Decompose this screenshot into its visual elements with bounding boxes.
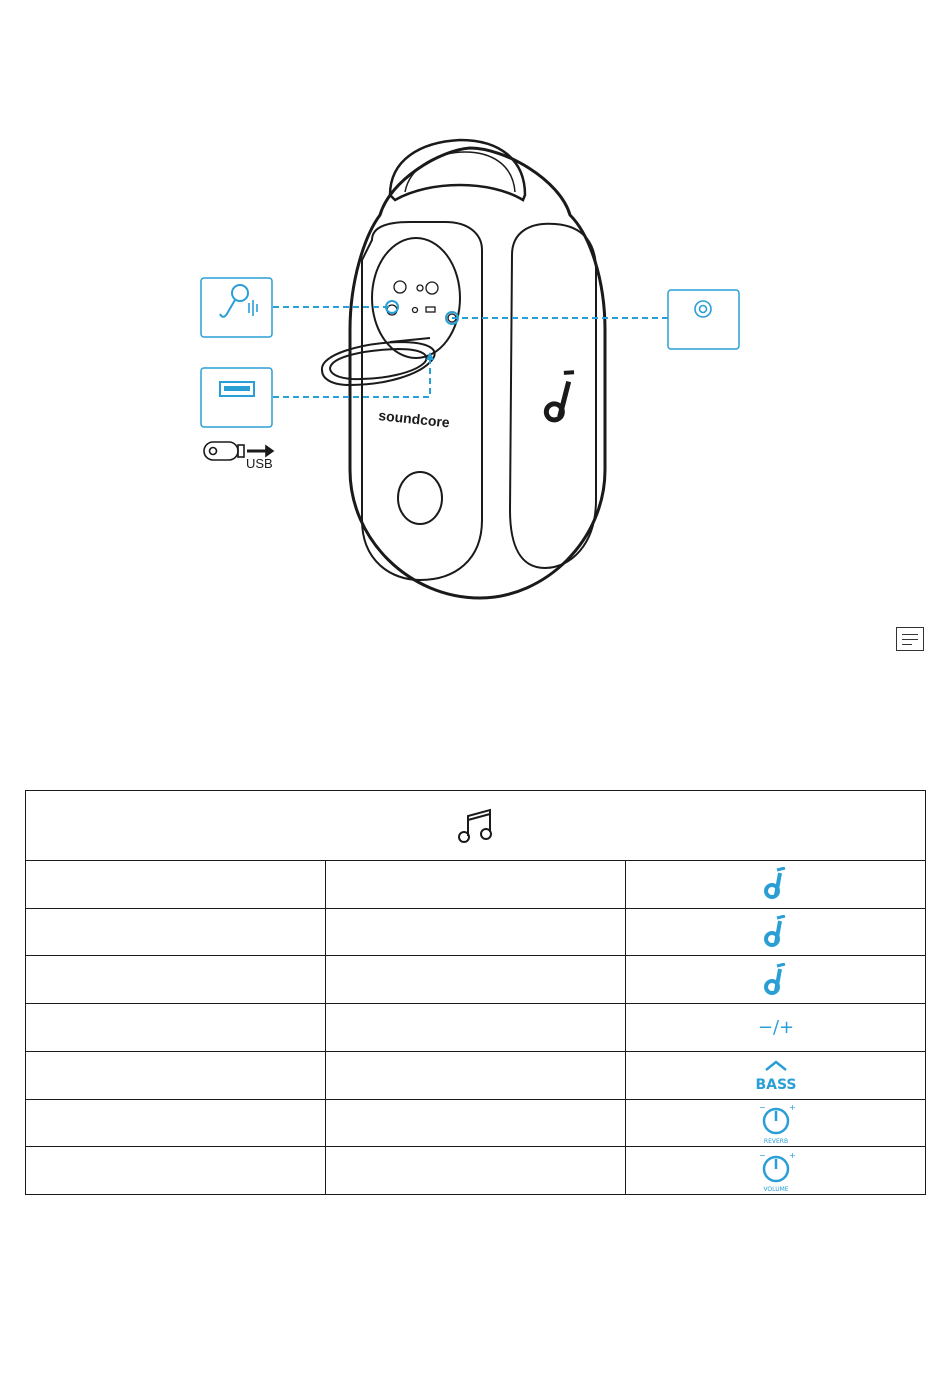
- music-notes-icon: [456, 806, 496, 846]
- row-description: [26, 971, 46, 987]
- bass-text: BASS: [754, 1077, 797, 1093]
- soundcore-logo-icon: [761, 915, 791, 949]
- bass-boost-icon: [754, 1058, 798, 1092]
- minus-plus-text: −/+: [757, 1017, 794, 1039]
- row-status: [326, 971, 346, 987]
- row-description: [26, 1066, 46, 1082]
- row-description: [26, 1114, 46, 1130]
- row-description-cell: [26, 861, 326, 909]
- usb-label: USB: [246, 456, 273, 471]
- table-row: [26, 1147, 926, 1195]
- table-row: [26, 956, 926, 1004]
- table-row: [26, 861, 926, 909]
- row-icon-cell: [626, 1147, 926, 1195]
- table-row: [26, 1004, 926, 1052]
- leader-lines: [273, 307, 668, 397]
- row-status-cell: [326, 956, 626, 1004]
- minus-plus-icon: [754, 1015, 798, 1039]
- aux-jack-icon: [668, 290, 739, 349]
- brand-text: soundcore: [377, 407, 451, 431]
- table-header-cell: [26, 791, 926, 861]
- row-status: [326, 1114, 346, 1130]
- reverb-text: REVERB: [763, 1137, 788, 1145]
- speaker-diagram: [0, 0, 950, 620]
- reverb-knob-icon: [754, 1101, 798, 1145]
- row-status-cell: [326, 1051, 626, 1099]
- row-description: [26, 923, 46, 939]
- row-icon-cell: [626, 908, 926, 956]
- row-status: [326, 1018, 346, 1034]
- soundcore-logo-icon: [761, 963, 791, 997]
- port-cover-flap: [322, 338, 435, 385]
- row-icon-cell: [626, 1099, 926, 1147]
- row-status-cell: [326, 861, 626, 909]
- row-description-cell: [26, 1004, 326, 1052]
- speaker-illustration: [0, 0, 950, 620]
- row-description-cell: [26, 1099, 326, 1147]
- soundcore-logo-mark: [545, 369, 574, 422]
- row-description: [26, 1162, 46, 1178]
- knob-plus: +: [788, 1102, 796, 1112]
- knob-minus: −: [758, 1150, 766, 1160]
- row-description: [26, 1018, 46, 1034]
- knob-plus: +: [788, 1150, 796, 1160]
- row-description-cell: [26, 1147, 326, 1195]
- row-status-cell: [326, 1099, 626, 1147]
- row-icon-cell: [626, 1051, 926, 1099]
- row-icon-cell: [626, 1004, 926, 1052]
- row-description-cell: [26, 908, 326, 956]
- note-icon: [896, 627, 924, 651]
- volume-knob-icon: [754, 1149, 798, 1193]
- table-row: [26, 1099, 926, 1147]
- table-header-row: [26, 791, 926, 861]
- table-row: [26, 1051, 926, 1099]
- table-row: [26, 908, 926, 956]
- row-icon-cell: [626, 956, 926, 1004]
- controls-table: [25, 790, 926, 1195]
- row-status: [326, 875, 346, 891]
- volume-text: VOLUME: [762, 1185, 789, 1193]
- speaker-body: [350, 140, 605, 598]
- soundcore-logo-icon: [761, 867, 791, 901]
- row-status: [326, 1162, 346, 1178]
- row-description: [26, 875, 46, 891]
- row-status-cell: [326, 1004, 626, 1052]
- microphone-icon: [201, 278, 272, 337]
- row-status-cell: [326, 1147, 626, 1195]
- row-description-cell: [26, 956, 326, 1004]
- row-status-cell: [326, 908, 626, 956]
- row-status: [326, 923, 346, 939]
- row-status: [326, 1066, 346, 1082]
- knob-minus: −: [758, 1102, 766, 1112]
- row-icon-cell: [626, 861, 926, 909]
- row-description-cell: [26, 1051, 326, 1099]
- usb-port-icon: [201, 368, 272, 427]
